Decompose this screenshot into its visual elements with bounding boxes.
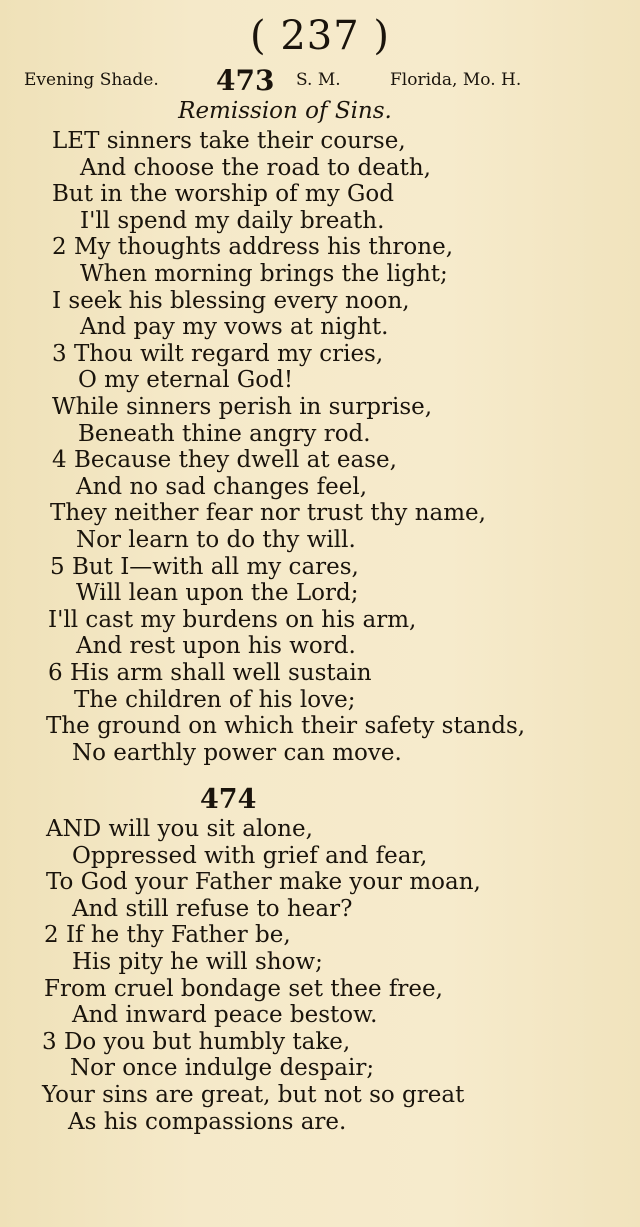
verse-line: From cruel bondage set thee free,	[44, 975, 443, 1002]
verse-line: Will lean upon the Lord;	[76, 580, 359, 607]
verse-line: And inward peace bestow.	[72, 1002, 378, 1029]
hymn-number: 473	[216, 64, 275, 97]
hymn-number-474: 474	[200, 784, 257, 815]
page-number: ( 237 )	[250, 13, 390, 59]
verse-line: To God your Father make your moan,	[46, 869, 481, 896]
verse-line: Oppressed with grief and fear,	[72, 842, 428, 869]
verse-line: And no sad changes feel,	[76, 473, 368, 500]
verse-line: AND will you sit alone,	[46, 816, 313, 842]
verse-line: And pay my vows at night.	[80, 314, 389, 341]
verse-line: 2 If he thy Father be,	[44, 922, 291, 949]
verse-line: 4 Because they dwell at ease,	[52, 447, 397, 474]
verse-line: 3 Do you but humbly take,	[42, 1028, 351, 1055]
verse-line: 2 My thoughts address his throne,	[52, 234, 454, 261]
hymn-subtitle: Remission of Sins.	[178, 98, 392, 124]
verse-line: But in the worship of my God	[52, 181, 394, 208]
verse-line: The children of his love;	[74, 686, 356, 713]
verse-line: The ground on which their safety stands,	[46, 713, 526, 740]
verse-line: I'll cast my burdens on his arm,	[48, 606, 417, 633]
verse-line: They neither fear nor trust thy name,	[50, 500, 486, 527]
verse-line: While sinners perish in surprise,	[52, 394, 433, 420]
verse-line: Your sins are great, but not so great	[42, 1082, 465, 1108]
verse-line: 6 His arm shall well sustain	[48, 660, 372, 686]
verse-line: No earthly power can move.	[72, 739, 402, 766]
verse-line: I seek his blessing every noon,	[52, 287, 410, 314]
verse-line: As his compassions are.	[68, 1108, 347, 1135]
tune-name-left: Evening Shade.	[24, 70, 159, 90]
verse-line: I'll spend my daily breath.	[80, 207, 385, 234]
verse-line: O my eternal God!	[78, 367, 294, 394]
verse-line: And choose the road to death,	[80, 154, 431, 181]
verse-line: Beneath thine angry rod.	[78, 420, 371, 447]
meter: S. M.	[296, 70, 341, 90]
verse-line: 3 Thou wilt regard my cries,	[52, 340, 384, 367]
verse-line: His pity he will show;	[72, 949, 323, 975]
tune-name-right: Florida, Mo. H.	[390, 70, 522, 90]
verse-line: Nor once indulge despair;	[70, 1055, 375, 1082]
verse-line: 5 But I—with all my cares,	[50, 553, 359, 580]
verse-line: LET sinners take their course,	[52, 128, 406, 154]
verse-line: When morning brings the light;	[80, 261, 448, 287]
verse-line: Nor learn to do thy will.	[76, 527, 356, 553]
hymn-header	[24, 64, 614, 96]
verse-line: And rest upon his word.	[76, 633, 356, 660]
verse-line: And still refuse to hear?	[72, 895, 353, 922]
